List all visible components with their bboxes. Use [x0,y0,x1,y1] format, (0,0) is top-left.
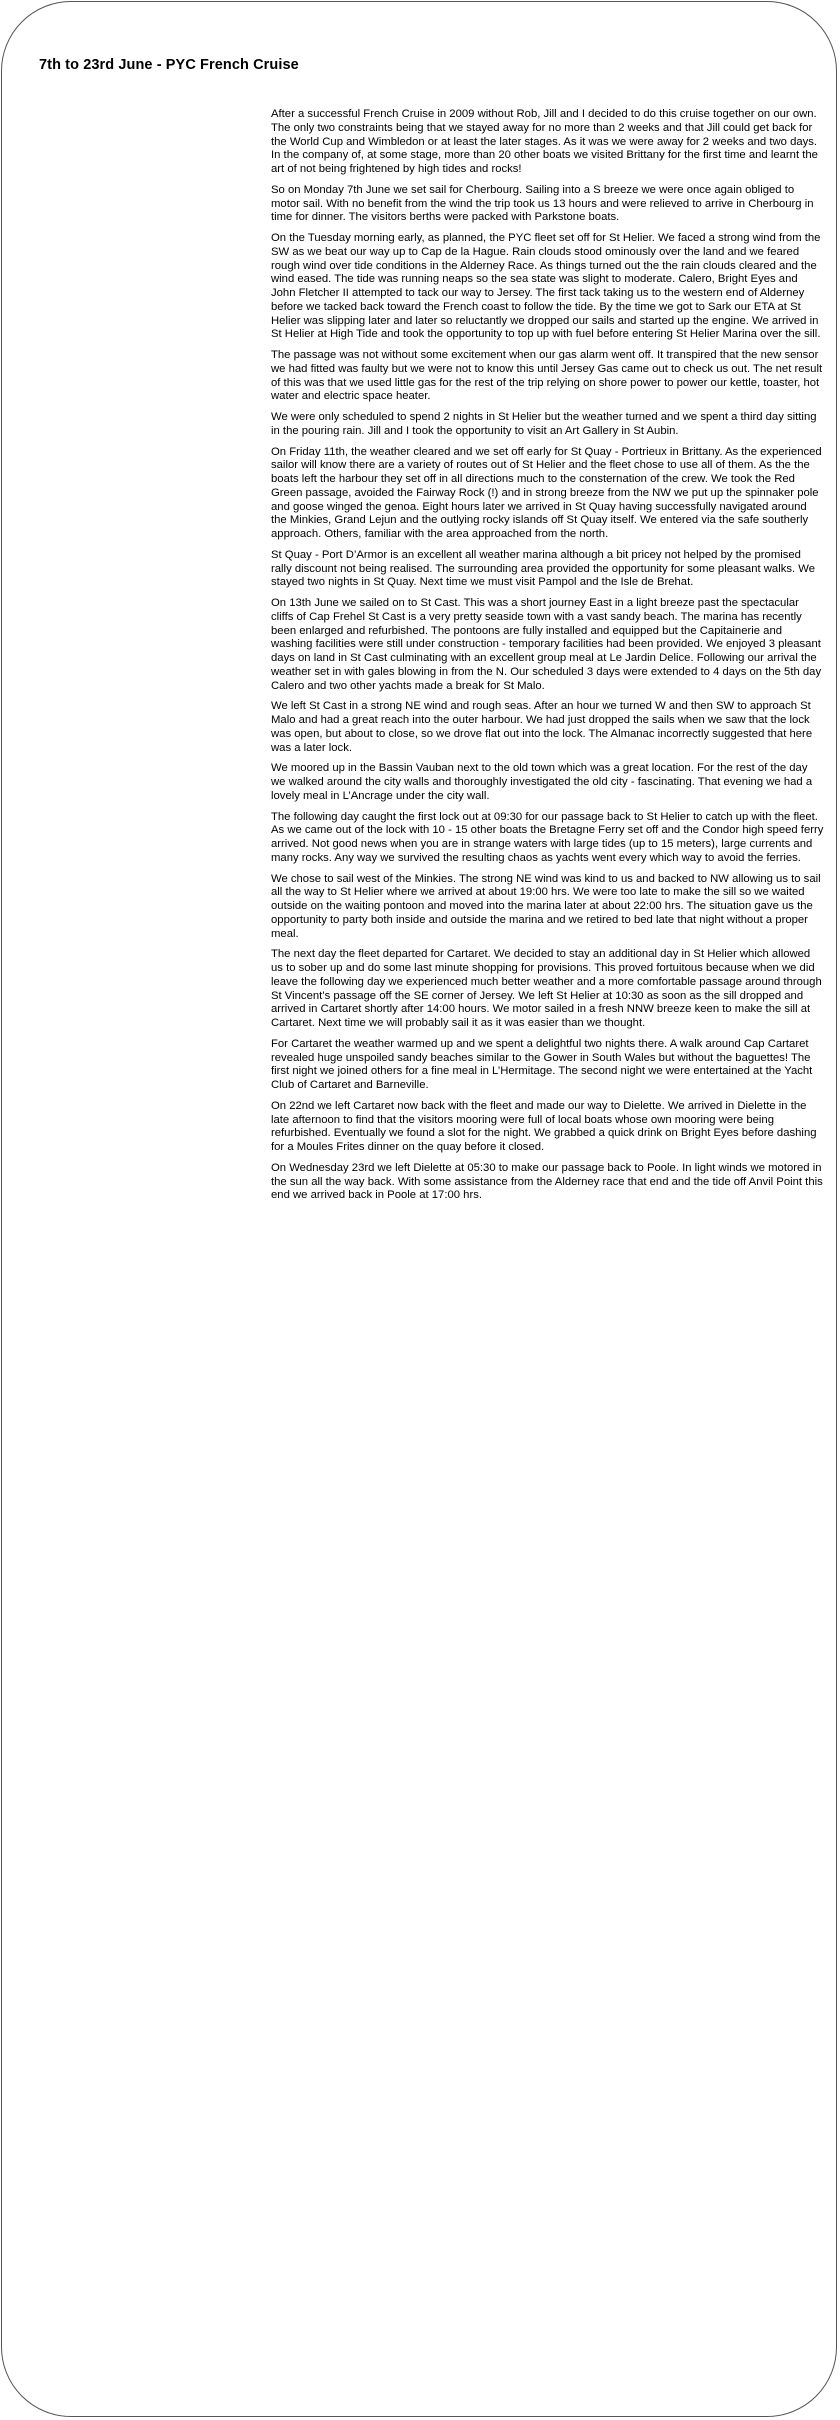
article-paragraph: After a successful French Cruise in 2009 without Rob, Jill and I decided to do this cruise together on our own. The only two constraints being that we stayed away for no more than 2 weeks and that Jill could get back for the World Cup and Wimbledon or at least the later stages. As it was we were away for 2 weeks and two days. In the company of, at some stage, more than 20 other boats we visited Brittany for the first time and learnt the art of not being frightened by high tides and rocks! [271,108,818,175]
article-paragraph: We were only scheduled to spend 2 nights in St Helier but the weather turned and we spent a third day sitting in the pouring rain. Jill and I took the opportunity to visit an Art Gallery in St Aubin. [271,411,817,437]
article-paragraph: St Quay - Port D’Armor is an excellent all weather marina although a bit pricey not helped by the promised rally discount not being realised. The surrounding area provided the opportunity for some pleasant walks. We stayed two nights in St Quay. Next time we must visit Pampol and the Isle de Brehat. [271,548,816,589]
article-paragraph: On 13th June we sailed on to St Cast. This was a short journey East in a light breeze past the spectacular cliffs of Cap Frehel St Cast is a very pretty seaside town with a vast sandy beach. The marina has recently been enlarged and refurbished. The pontoons are fully installed and equipped but the Capitainerie and washing facilities were still under construction - temporary facilities had been provided. We enjoyed 3 pleasant days on land in St Cast culminating with an excellent group meal at Le Jardin Delice. Following our arrival the weather set in with gales blowing in from the N. Our scheduled 3 days were extended to 4 days on the 5th day Calero and two other yachts made a break for St Malo. [271,597,822,692]
article-paragraph: On the Tuesday morning early, as planned, the PYC fleet set off for St Helier. We faced a strong wind from the SW as we beat our way up to Cap de la Hague. Rain clouds stood ominously over the land and we feared rough wind over tide conditions in the Alderney Race. As things turned out the the rain clouds cleared and the wind eased. The tide was running neaps so the sea state was slight to moderate. Calero, Bright Eyes and John Fletcher II attempted to tack our way to Jersey. The first tack taking us to the western end of Alderney before we tacked back toward the French coast to follow the tide. By the time we got to Sark our ETA at St Helier was slipping later and later so reluctantly we dropped our sails and started up the engine. We arrived in St Helier at High Tide and took the opportunity to top up with fuel before entering St Helier Marina over the sill. [271,232,821,341]
article-paragraph: We moored up in the Bassin Vauban next to the old town which was a great location. For the rest of the day we walked around the city walls and thoroughly investigated the old city - fascinating. That evening we had a lovely meal in L’Ancrage under the city wall. [271,762,813,802]
article-paragraph: On 22nd we left Cartaret now back with the fleet and made our way to Dielette. We arrived in Dielette in the late afternoon to find that the visitors mooring were full of local boats whose own mooring were being refurbished. Eventually we found a slot for the night. We grabbed a quick drink on Bright Eyes before dashing for a Moules Frites dinner on the quay before it closed. [271,1099,817,1153]
article-paragraph: We left St Cast in a strong NE wind and rough seas. After an hour we turned W and then SW to approach St Malo and had a great reach into the outer harbour. We had just dropped the sails when we saw that the lock was open, but about to close, so we drove flat out into the lock. The Almanac incorrectly suggested that here was a later lock. [271,700,813,754]
page-title: 7th to 23rd June - PYC French Cruise [39,57,299,73]
article-body [271,108,824,1210]
article-paragraph: For Cartaret the weather warmed up and we spent a delightful two nights there. A walk around Cap Cartaret revealed huge unspoiled sandy beaches similar to the Gower in South Wales but without the baguettes! The first night we joined others for a fine meal in L’Hermitage. The second night we were entertained at the Yacht Club of Cartaret and Barneville. [271,1037,813,1091]
article-paragraph: The passage was not without some excitement when our gas alarm went off. It transpired that the new sensor we had fitted was faulty but we were not to know this until Jersey Gas came out to check us out. The net result of this was that we used little gas for the rest of the trip relying on shore power to power our kettle, toaster, hot water and electric space heater. [271,349,823,403]
article-paragraph: The next day the fleet departed for Cartaret. We decided to stay an additional day in St Helier which allowed us to sober up and do some last minute shopping for provisions. This proved fortuitous because when we did leave the following day we experienced much better weather and a more comfortable passage around through St Vincent’s passage off the SE corner of Jersey. We left St Helier at 10:30 as soon as the sill dropped and arrived in Cartaret shortly after 14:00 hours. We motor sailed in a fresh NNW breeze keen to make the sill at Cartaret. Next time we will probably sail it as it was easier than we thought. [271,948,822,1029]
article-paragraph: On Friday 11th, the weather cleared and we set off early for St Quay - Portrieux in Brittany. As the experienced sailor will know there are a variety of routes out of St Helier and the fleet chose to use all of them. As the the boats left the harbour they set off in all directions much to the consternation of the crew. We took the Red Green passage, avoided the Fairway Rock (!) and in strong breeze from the NW we put up the spinnaker pole and goose winged the genoa. Eight hours later we arrived in St Quay having successfully navigated around the Minkies, Grand Lejun and the outlying rocky islands off St Quay itself. We entered via the safe southerly approach. Others, familiar with the area approached from the north. [271,445,822,540]
article-paragraph: So on Monday 7th June we set sail for Cherbourg. Sailing into a S breeze we were once again obliged to motor sail. With no benefit from the wind the trip took us 13 hours and were relieved to arrive in Cherbourg in time for dinner. The visitors berths were packed with Parkstone boats. [271,183,814,224]
article-paragraph: On Wednesday 23rd we left Dielette at 05:30 to make our passage back to Poole. In light winds we motored in the sun all the way back. With some assistance from the Alderney race that end and the tide off Anvil Point this end we arrived back in Poole at 17:00 hrs. [271,1161,823,1202]
article-paragraph: The following day caught the first lock out at 09:30 for our passage back to St Helier to catch up with the fleet. As we came out of the lock with 10 - 15 other boats the Bretagne Ferry set off and the Condor high speed ferry arrived. Not good news when you are in strange waters with large tides (up to 15 meters), large currents and many rocks. Any way we survived the resulting chaos as yachts went every which way to avoid the ferries. [271,810,824,864]
article-paragraph: We chose to sail west of the Minkies. The strong NE wind was kind to us and backed to NW allowing us to sail all the way to St Helier where we arrived at about 19:00 hrs. We were too late to make the sill so we waited outside on the waiting pontoon and moved into the marina later at about 22:00 hrs. The situation gave us the opportunity to party both inside and outside the marina and we retired to bed late that night without a proper meal. [271,872,821,940]
